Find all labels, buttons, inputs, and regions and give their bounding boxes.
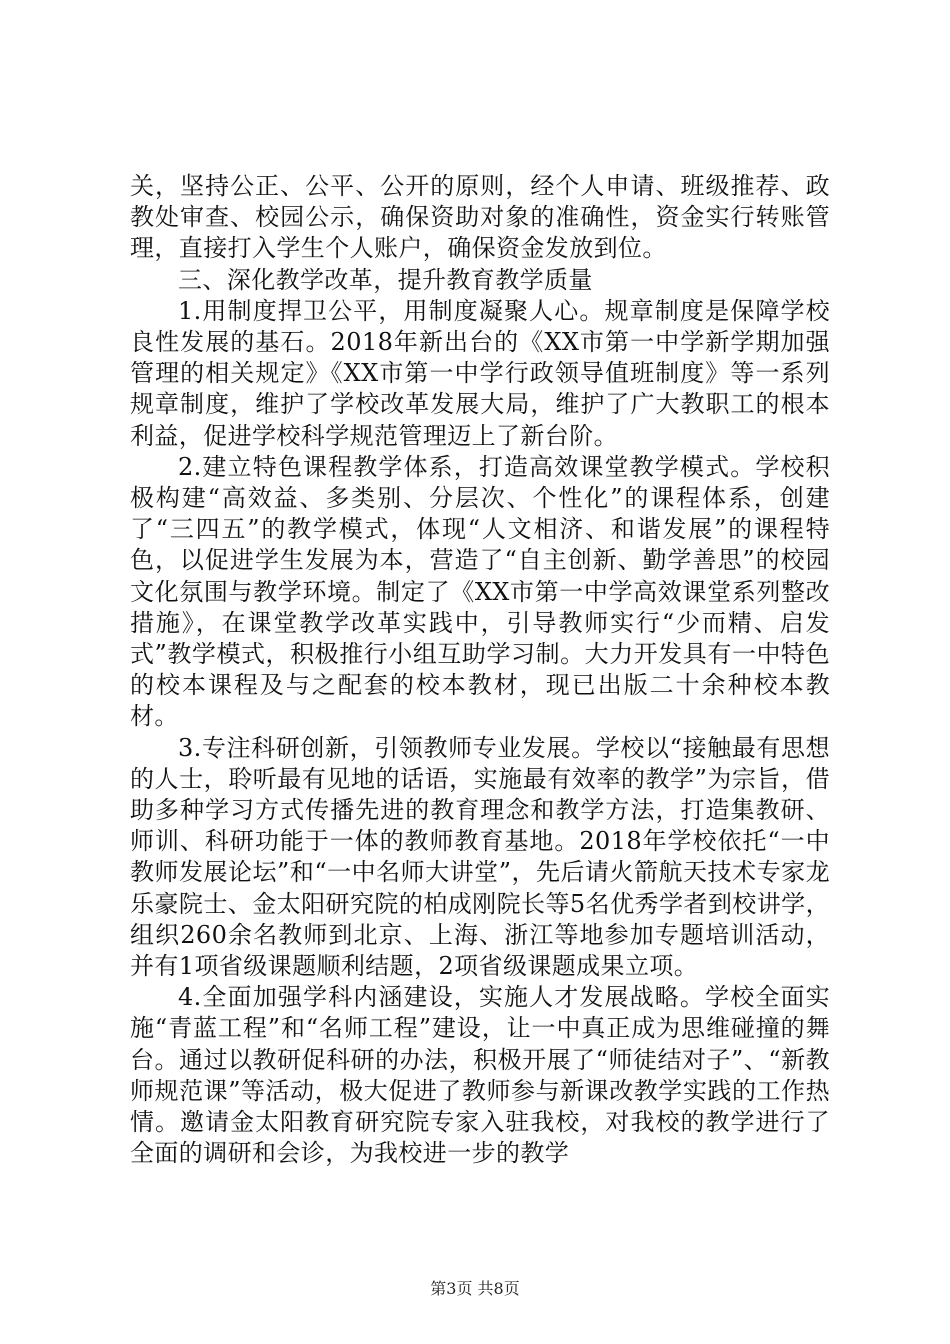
paragraph-item-2: 2.建立特色课程教学体系，打造高效课堂教学模式。学校积极构建“高效益、多类别、分层次、个性化”的课程体系，创建了“三四五”的教学模式，体现“人文相济、和谐发展”的课程特色，以促进学生发展为本，营造了“自主创新、勤学善思”的校园文化氛围与教学环境。制定了《XX市第一中学高效课堂系列整改措施》，在课堂教学改革实践中，引导教师实行“少而精、启发式”教学模式，积极推行小组互助学习制。大力开发具有一中特色的校本课程及与之配套的校本教材，现已出版二十余种校本教材。 xyxy=(130,452,830,731)
page-footer: 第3页 共8页 xyxy=(430,1279,520,1298)
document-body xyxy=(130,171,830,1170)
paragraph-continuation: 关，坚持公正、公平、公开的原则，经个人申请、班级推荐、政教处审查、校园公示，确保资助对象的准确性，资金实行转账管理，直接打入学生个人账户，确保资金发放到位。 xyxy=(130,172,830,263)
paragraph-item-4: 4.全面加强学科内涵建设，实施人才发展战略。学校全面实施“青蓝工程”和“名师工程”建设，让一中真正成为思维碰撞的舞台。通过以教研促科研的办法，积极开展了“师徒结对子”、“新教师规范课”等活动，极大促进了教师参与新课改教学实践的工作热情。邀请金太阳教育研究院专家入驻我校，对我校的教学进行了全面的调研和会诊，为我校进一步的教学 xyxy=(130,983,830,1168)
paragraph-item-1: 1.用制度捍卫公平，用制度凝聚人心。规章制度是保障学校良性发展的基石。2018年新出台的《XX市第一中学新学期加强管理的相关规定》《XX市第一中学行政领导值班制度》等一系列规章制度，维护了学校改革发展大局，维护了广大教职工的根本利益，促进学校科学规范管理迈上了新台阶。 xyxy=(130,296,830,450)
section-heading: 三、深化教学改革，提升教育教学质量 xyxy=(178,265,593,294)
paragraph-item-3: 3.专注科研创新，引领教师专业发展。学校以“接触最有思想的人士，聆听最有见地的话语，实施最有效率的教学”为宗旨，借助多种学习方式传播先进的教育理念和教学方法，打造集教研、师训、科研功能于一体的教师教育基地。2018年学校依托“一中教师发展论坛”和“一中名师大讲堂”，先后请火箭航天技术专家龙乐豪院士、金太阳研究院的柏成刚院长等5名优秀学者到校讲学，组织260余名教师到北京、上海、浙江等地参加专题培训活动，并有1项省级课题顺利结题，2项省级课题成果立项。 xyxy=(130,733,830,981)
